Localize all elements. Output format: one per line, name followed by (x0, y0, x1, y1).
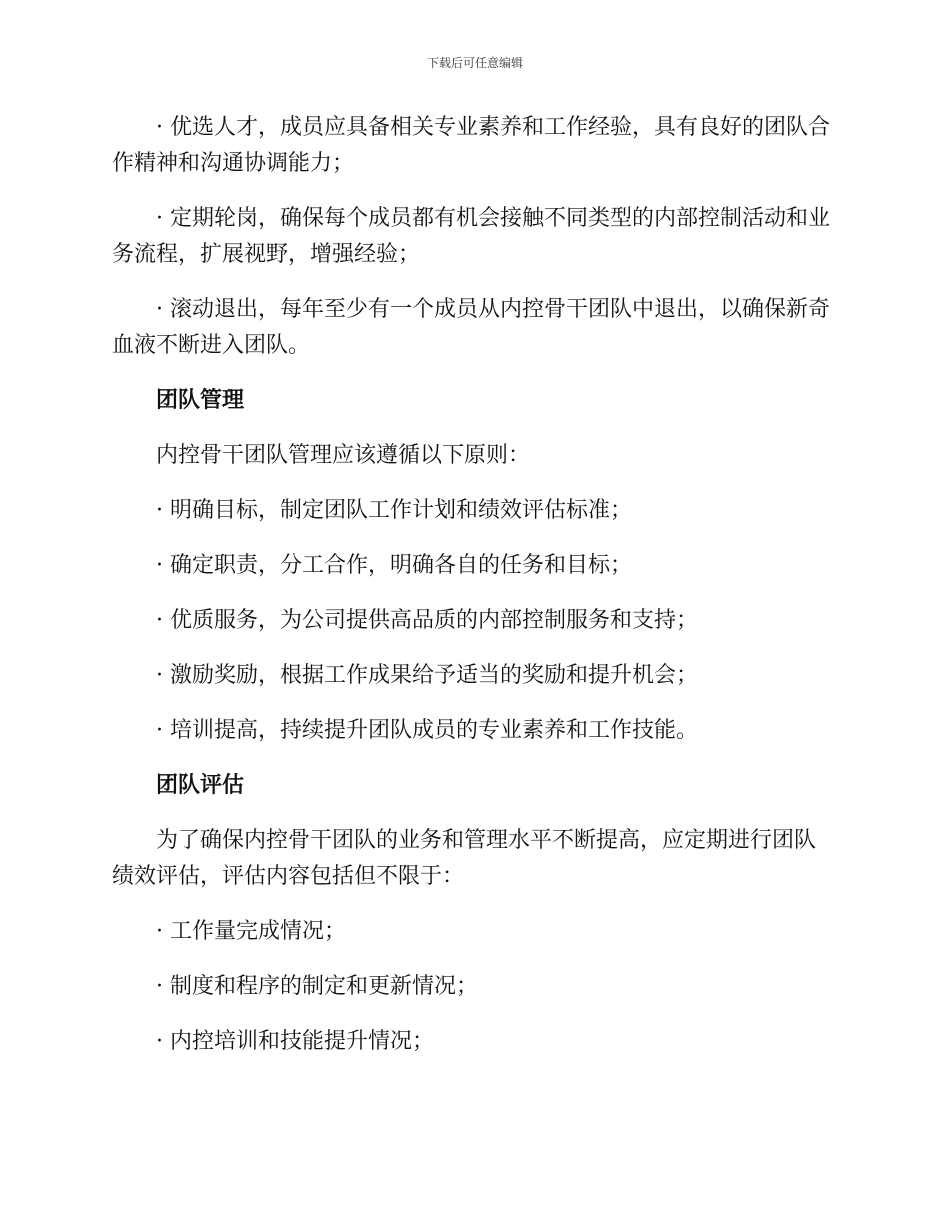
document-body (112, 110, 832, 1079)
bullet-paragraph: · 内控培训和技能提升情况； (156, 1029, 434, 1054)
bullet-paragraph: · 滚动退出，每年至少有一个成员从内控骨干团队中退出，以确保新奇血液不断进入团队。 (112, 297, 830, 358)
bullet-paragraph: · 定期轮岗，确保每个成员都有机会接触不同类型的内部控制活动和业务流程，扩展视野，增强经验； (112, 206, 830, 267)
bullet-paragraph: · 优质服务，为公司提供高品质的内部控制服务和支持； (156, 608, 698, 633)
bullet-paragraph: · 培训提高，持续提升团队成员的专业素养和工作技能。 (156, 718, 698, 743)
section-heading: 团队评估 (156, 773, 245, 798)
bullet-paragraph: · 明确目标，制定团队工作计划和绩效评估标准； (156, 498, 632, 523)
bullet-paragraph: · 制度和程序的制定和更新情况； (156, 974, 478, 999)
paragraph: 为了确保内控骨干团队的业务和管理水平不断提高，应定期进行团队绩效评估，评估内容包括但不限于： (112, 828, 817, 889)
bullet-paragraph: · 激励奖励，根据工作成果给予适当的奖励和提升机会； (156, 663, 698, 688)
bullet-paragraph: · 工作量完成情况； (156, 919, 346, 944)
header-note: 下载后可任意编辑 (426, 56, 523, 70)
bullet-paragraph: · 确定职责，分工合作，明确各自的任务和目标； (156, 553, 632, 578)
bullet-paragraph: · 优选人才，成员应具备相关专业素养和工作经验，具有良好的团队合作精神和沟通协调能力； (112, 115, 830, 176)
paragraph: 内控骨干团队管理应该遵循以下原则： (156, 443, 531, 468)
section-heading: 团队管理 (156, 388, 245, 413)
